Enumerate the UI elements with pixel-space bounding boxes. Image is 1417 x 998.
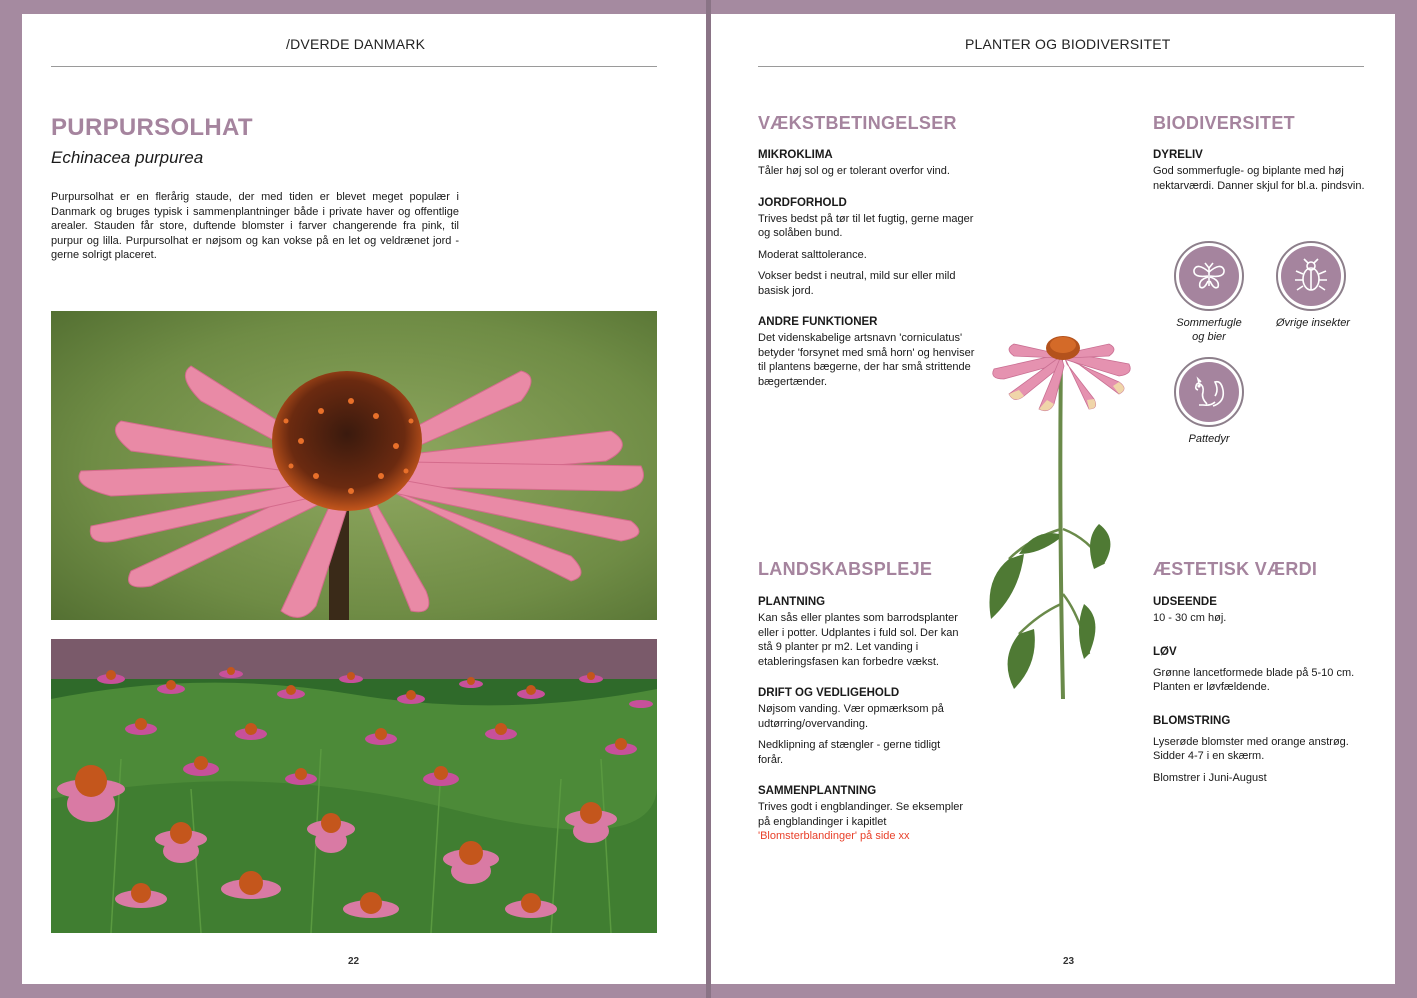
- blomstring-text-1: Lyserøde blomster med orange anstrøg. Sidder 4-7 i en skærm.: [1153, 735, 1349, 762]
- plantning-text: Kan sås eller plantes som barrodsplanter eller i potter. Udplantes i fuld sol. Der kan stå 9 planter pr m2. Let vanding i etableringsfasen kan forbedre vækst.: [758, 612, 959, 668]
- jordforhold-text-3: Vokser bedst i neutral, mild sur eller mild basisk jord.: [758, 270, 956, 297]
- header-rule-left: [51, 66, 657, 67]
- running-head-right: PLANTER OG BIODIVERSITET: [965, 36, 1171, 52]
- landskab-section: [758, 596, 968, 860]
- dyreliv-heading: DYRELIV: [1153, 149, 1203, 161]
- icon-label-sommerfugle-line1: Sommerfugle: [1176, 317, 1242, 329]
- aestetik-section: [1153, 596, 1358, 801]
- icon-label-sommerfugle: [1163, 316, 1255, 344]
- dyreliv-text: God sommerfugle- og biplante med høj nektarværdi. Danner skjul for bl.a. pindsvin.: [1153, 165, 1365, 192]
- mikroklima-heading: MIKROKLIMA: [758, 149, 833, 161]
- vaekst-section: [758, 149, 976, 405]
- squirrel-icon-badge: [1174, 357, 1244, 427]
- beetle-icon: [1291, 256, 1331, 296]
- butterfly-icon: [1189, 256, 1229, 296]
- squirrel-icon: [1189, 372, 1229, 412]
- icon-label-insekter: Øvrige insekter: [1276, 317, 1350, 329]
- bio-section: [1153, 149, 1368, 200]
- jordforhold-text-1: Trives bedst på tør til let fugtig, gerne mager og solåben bund.: [758, 212, 974, 239]
- plant-title: PURPURSOLHAT: [51, 114, 253, 141]
- icon-label-pattedyr: Pattedyr: [1188, 433, 1230, 445]
- butterfly-icon-badge: [1174, 241, 1244, 311]
- loev-heading: LØV: [1153, 645, 1177, 658]
- mikroklima-text: Tåler høj sol og er tolerant overfor vind.: [758, 165, 950, 177]
- loev-text: Grønne lancetformede blade på 5-10 cm. Planten er løvfældende.: [1153, 666, 1355, 693]
- jordforhold-heading: JORDFORHOLD: [758, 196, 847, 209]
- andre-funktioner-text: Det videnskabelige artsnavn 'corniculatus' betyder 'forsynet med små horn' og henviser til plantens bægerne, der har små strittende bægertænder.: [758, 332, 975, 388]
- beetle-icon-badge: [1276, 241, 1346, 311]
- section-title-aestetik: ÆSTETISK VÆRDI: [1153, 559, 1318, 579]
- section-title-bio: BIODIVERSITET: [1153, 113, 1295, 133]
- flower-closeup-photo: [51, 311, 657, 620]
- drift-text-1: Nøjsom vanding. Vær opmærksom på udtørring/overvanding.: [758, 703, 944, 730]
- plant-illustration: [979, 314, 1149, 714]
- page-number-left: 22: [348, 956, 360, 967]
- andre-funktioner-heading: ANDRE FUNKTIONER: [758, 316, 878, 328]
- header-rule-right: [758, 66, 1364, 67]
- page-number-right: 23: [1063, 956, 1075, 967]
- intro-text: Purpursolhat er en flerårig staude, der med tiden er blevet meget populær i Danmark og bruges typisk i sammenplantninger både i private haver og offentlige arealer. Stauden får store, duftende blomster i farver changerende fra pink, til purpur og lilla. Purpursolhat er nøjsom og kan vokse på en let og veldrænet jord - gerne solrigt placeret.: [51, 191, 459, 261]
- udseende-text: 10 - 30 cm høj.: [1153, 612, 1227, 624]
- right-page: [711, 14, 1395, 984]
- sammenplantning-body: Trives godt i engblandinger. Se eksempler på engblandinger i kapitlet: [758, 801, 964, 828]
- drift-text-2: Nedklipning af stængler - gerne tidligt forår.: [758, 739, 941, 766]
- running-head-left: /DVERDE DANMARK: [286, 36, 426, 52]
- sammenplantning-heading: SAMMENPLANTNING: [758, 785, 877, 797]
- blomsterblandinger-link[interactable]: 'Blomsterblandinger' på side xx: [758, 830, 910, 842]
- icon-label-sommerfugle-line2: og bier: [1192, 331, 1226, 343]
- blomstring-heading: BLOMSTRING: [1153, 714, 1231, 727]
- latin-name: Echinacea purpurea: [51, 148, 204, 167]
- sammenplantning-text: [758, 800, 968, 844]
- plantning-heading: PLANTNING: [758, 596, 826, 608]
- flower-field-photo: [51, 639, 657, 933]
- udseende-heading: UDSEENDE: [1153, 596, 1217, 608]
- section-title-landskab: LANDSKABSPLEJE: [758, 559, 933, 579]
- blomstring-text-2: Blomstrer i Juni-August: [1153, 771, 1267, 784]
- jordforhold-text-2: Moderat salttolerance.: [758, 248, 867, 261]
- section-title-vaekst: VÆKSTBETINGELSER: [758, 113, 957, 133]
- drift-heading: DRIFT OG VEDLIGEHOLD: [758, 687, 900, 699]
- left-page: [22, 14, 706, 984]
